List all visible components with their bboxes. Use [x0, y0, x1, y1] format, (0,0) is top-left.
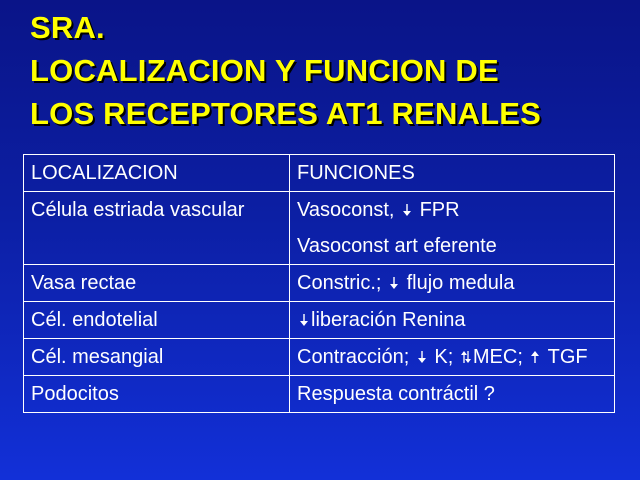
table-row	[24, 302, 615, 339]
header-localizacion-label: LOCALIZACION	[31, 162, 178, 184]
cell-funciones	[290, 376, 615, 413]
funciones-text: Vasoconst art eferente	[297, 235, 497, 257]
table-header-row	[24, 155, 615, 192]
cell-funciones	[290, 302, 615, 339]
arrow-down-icon	[416, 350, 428, 364]
funciones-line	[297, 265, 614, 301]
funciones-text: Respuesta contráctil ?	[297, 383, 495, 405]
table-row	[24, 339, 615, 376]
cell-funciones	[290, 192, 615, 265]
funciones-text: flujo medula	[406, 272, 515, 294]
header-funciones	[290, 155, 615, 192]
title-line-3: LOS RECEPTORES AT1 RENALES	[30, 96, 542, 131]
funciones-text: K;	[434, 346, 454, 368]
funciones-line	[297, 339, 614, 375]
localizacion-text: Cél. endotelial	[31, 309, 158, 331]
cell-funciones	[290, 339, 615, 376]
cell-localizacion	[24, 339, 290, 376]
funciones-line	[297, 192, 614, 228]
arrow-down-icon	[401, 203, 413, 217]
cell-funciones	[290, 265, 615, 302]
cell-localizacion	[24, 192, 290, 265]
funciones-text: liberación Renina	[311, 309, 466, 331]
slide-title	[30, 6, 630, 135]
receptor-table	[23, 154, 615, 413]
localizacion-text: Cél. mesangial	[31, 346, 164, 368]
localizacion-text: Podocitos	[31, 383, 119, 405]
cell-localizacion	[24, 265, 290, 302]
localizacion-text: Célula estriada vascular	[31, 199, 245, 221]
arrow-down-icon	[298, 313, 310, 327]
cell-localizacion	[24, 376, 290, 413]
funciones-line	[297, 302, 614, 338]
funciones-text: TGF	[547, 346, 588, 368]
arrow-down-icon	[388, 276, 400, 290]
funciones-text: Vasoconst,	[297, 199, 395, 221]
title-line-1: SRA.	[30, 10, 105, 45]
table-row	[24, 265, 615, 302]
funciones-text: MEC;	[472, 346, 523, 368]
funciones-text: FPR	[419, 199, 460, 221]
arrow-up-down-icon	[460, 350, 472, 364]
header-localizacion	[24, 155, 290, 192]
header-funciones-label: FUNCIONES	[297, 162, 415, 184]
table-row	[24, 192, 615, 265]
title-line-2: LOCALIZACION Y FUNCION DE	[30, 53, 499, 88]
arrow-up-icon	[529, 350, 541, 364]
localizacion-text: Vasa rectae	[31, 272, 137, 294]
table-row	[24, 376, 615, 413]
funciones-text: Contracción;	[297, 346, 410, 368]
funciones-text: Constric.;	[297, 272, 382, 294]
cell-localizacion	[24, 302, 290, 339]
